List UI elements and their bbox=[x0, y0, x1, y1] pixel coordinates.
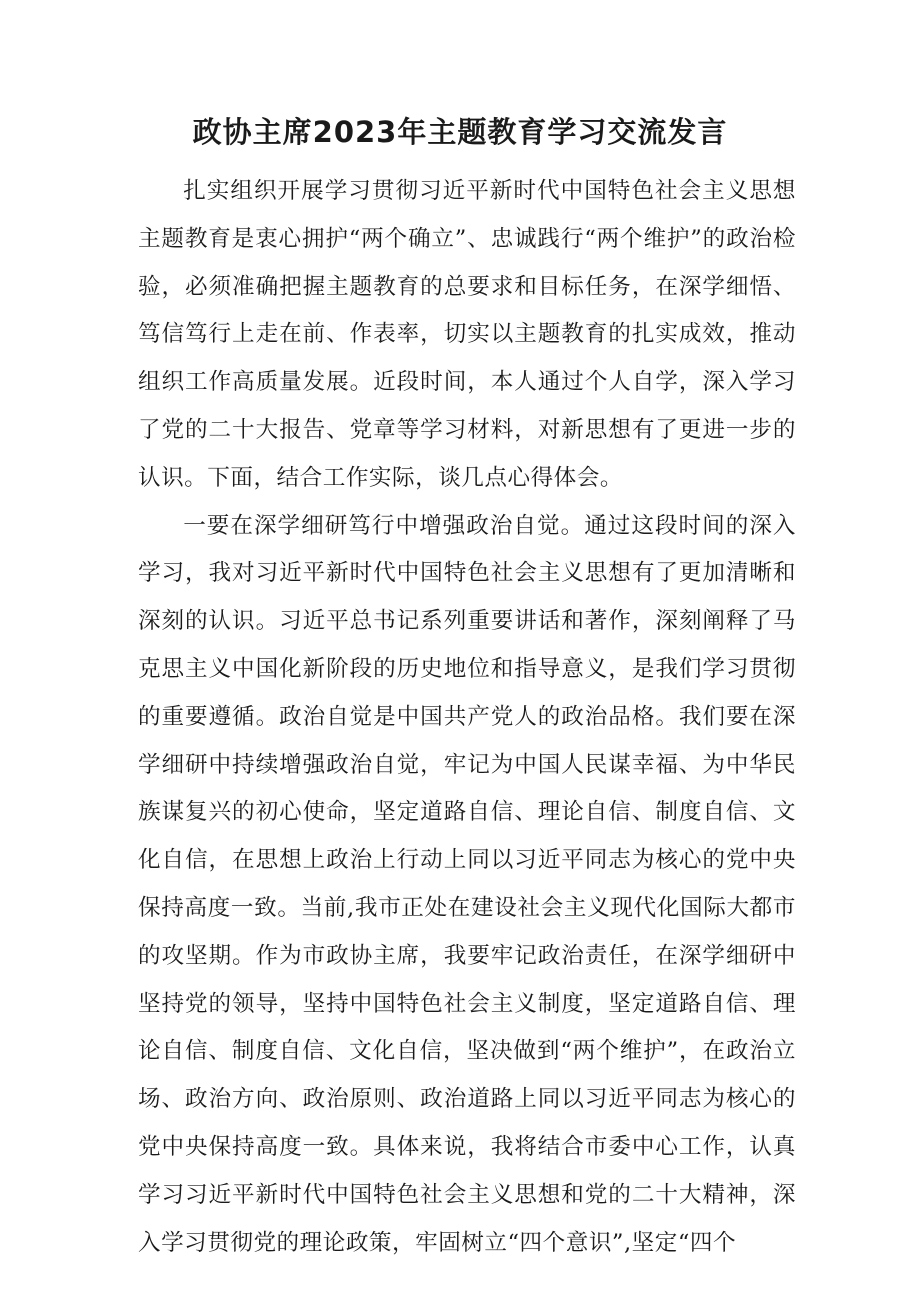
document-body bbox=[138, 168, 796, 1267]
document-title: 政协主席2023年主题教育学习交流发言 bbox=[192, 115, 728, 149]
paragraph-intro: 扎实组织开展学习贯彻习近平新时代中国特色社会主义思想主题教育是衷心拥护“两个确立”、忠诚践行“两个维护”的政治检验，必须准确把握主题教育的总要求和目标任务，在深学细悟、笃信笃行上走在前、作表率，切实以主题教育的扎实成效，推动组织工作高质量发展。近段时间，本人通过个人自学，深入学习了党的二十大报告、党章等学习材料，对新思想有了更进一步的认识。下面，结合工作实际，谈几点心得体会。 bbox=[138, 178, 796, 491]
paragraph-point-one: 一要在深学细研笃行中增强政治自觉。通过这段时间的深入学习，我对习近平新时代中国特色社会主义思想有了更加清晰和深刻的认识。习近平总书记系列重要讲话和著作，深刻阐释了马克思主义中国化新阶段的历史地位和指导意义，是我们学习贯彻的重要遵循。政治自觉是中国共产党人的政治品格。我们要在深学细研中持续增强政治自觉，牢记为中国人民谋幸福、为中华民族谋复兴的初心使命，坚定道路自信、理论自信、制度自信、文化自信，在思想上政治上行动上同以习近平同志为核心的党中央保持高度一致。当前,我市正处在建设社会主义现代化国际大都市的攻坚期。作为市政协主席，我要牢记政治责任，在深学细研中坚持党的领导，坚持中国特色社会主义制度，坚定道路自信、理论自信、制度自信、文化自信，坚决做到“两个维护”，在政治立场、政治方向、政治原则、政治道路上同以习近平同志为核心的党中央保持高度一致。具体来说，我将结合市委中心工作，认真学习习近平新时代中国特色社会主义思想和党的二十大精神，深入学习贯彻党的理论政策，牢固树立“四个意识”,坚定“四个 bbox=[138, 512, 796, 1256]
